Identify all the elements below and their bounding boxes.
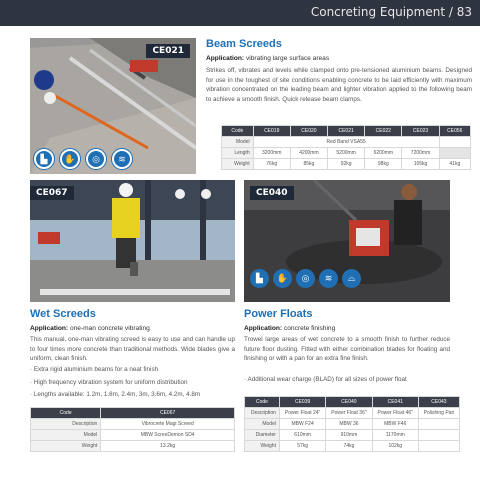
wet-screed-photo xyxy=(30,180,235,302)
table-cell: 6200mm xyxy=(365,148,402,159)
table-cell: MBW ScreeDemon SD4 xyxy=(101,430,235,441)
wet-application xyxy=(30,325,150,332)
table-row xyxy=(31,419,235,430)
table-row xyxy=(222,137,471,148)
table-header: CE021 xyxy=(328,126,365,137)
table-cell: 105kg xyxy=(402,159,439,170)
table-cell: Length xyxy=(222,148,254,159)
power-application-label: Application: xyxy=(244,325,283,332)
table-cell: Weight xyxy=(245,441,280,452)
table-row xyxy=(245,441,460,452)
list-item: · High frequency vibration system for uniform distribution xyxy=(30,379,240,386)
table-row xyxy=(245,408,460,419)
power-safety-icons xyxy=(250,269,361,288)
table-header: CE067 xyxy=(101,408,235,419)
wet-application-label: Application: xyxy=(30,325,69,332)
table-row xyxy=(245,430,460,441)
beam-screed-photo xyxy=(30,38,196,174)
table-cell xyxy=(439,137,470,148)
table-cell xyxy=(418,419,459,430)
table-cell: 98kg xyxy=(365,159,402,170)
table-row xyxy=(31,430,235,441)
power-tag: CE040 xyxy=(250,186,294,200)
power-application-text: concrete finishing xyxy=(283,325,336,332)
table-cell: 85kg xyxy=(290,159,327,170)
power-float-photo xyxy=(244,180,450,302)
wet-application-text: one-man concrete vibrating xyxy=(69,325,150,332)
table-cell: 13.2kg xyxy=(101,441,235,452)
dust-mask-icon: ⌓ xyxy=(342,269,361,288)
table-cell: 7200mm xyxy=(402,148,439,159)
beam-tag: CE021 xyxy=(146,44,190,58)
page-header-title: Concreting Equipment / 83 xyxy=(310,5,472,19)
power-application xyxy=(244,325,335,332)
table-header: CE056 xyxy=(439,126,470,137)
table-cell: Red Band VSA55 xyxy=(253,137,439,148)
table-cell: 4200mm xyxy=(290,148,327,159)
list-item: · Lengths available: 1.2m, 1.8m, 2.4m, 3m, 3.6m, 4.2m, 4.8m xyxy=(30,391,240,398)
hand-arm-vibration-icon: ≋ xyxy=(111,148,133,170)
table-header: CE041 xyxy=(372,397,418,408)
table-cell: Power Float 36" xyxy=(326,408,372,419)
boots-icon: ▙ xyxy=(250,269,269,288)
beam-safety-icons xyxy=(33,148,133,170)
power-bullets xyxy=(244,376,458,389)
table-cell: Model xyxy=(31,430,101,441)
power-spec-table xyxy=(244,396,460,452)
power-title: Power Floats xyxy=(244,308,313,320)
table-cell: 41kg xyxy=(439,159,470,170)
table-cell: Description xyxy=(31,419,101,430)
table-cell: Diameter xyxy=(245,430,280,441)
table-header: CE040 xyxy=(326,397,372,408)
table-header: Code xyxy=(245,397,280,408)
wet-tag: CE067 xyxy=(30,186,74,200)
table-cell: MBW 36 xyxy=(326,419,372,430)
table-cell: Vibrocrete Magi Screed xyxy=(101,419,235,430)
beam-title: Beam Screeds xyxy=(206,38,282,50)
table-row xyxy=(245,419,460,430)
table-cell: MBW F46 xyxy=(372,419,418,430)
table-cell: Description xyxy=(245,408,280,419)
ear-protection-icon: ◎ xyxy=(85,148,107,170)
table-header: Code xyxy=(222,126,254,137)
table-row xyxy=(222,126,471,137)
table-header: CE020 xyxy=(290,126,327,137)
table-header: CE019 xyxy=(253,126,290,137)
table-cell: MBW F24 xyxy=(279,419,325,430)
table-row xyxy=(222,148,471,159)
beam-application-label: Application: xyxy=(206,55,245,62)
wet-title: Wet Screeds xyxy=(30,308,96,320)
list-item: · Additional wear charge (BLAD) for all sizes of power float xyxy=(244,376,458,383)
table-cell: 102kg xyxy=(372,441,418,452)
hand-arm-vibration-icon: ≋ xyxy=(319,269,338,288)
table-cell: Power Float 46" xyxy=(372,408,418,419)
table-cell: 57kg xyxy=(279,441,325,452)
list-item: · Extra rigid aluminium beams for a neat finish xyxy=(30,366,240,373)
table-header: CE039 xyxy=(279,397,325,408)
table-row xyxy=(31,441,235,452)
table-cell: Power Float 24" xyxy=(279,408,325,419)
table-row xyxy=(31,408,235,419)
table-cell: Weight xyxy=(31,441,101,452)
table-cell: 5200mm xyxy=(328,148,365,159)
table-cell: 74kg xyxy=(326,441,372,452)
beam-spec-table xyxy=(221,125,471,170)
table-row xyxy=(222,159,471,170)
gloves-icon: ✋ xyxy=(273,269,292,288)
ear-protection-icon: ◎ xyxy=(296,269,315,288)
wet-bullets xyxy=(30,366,240,404)
table-cell xyxy=(418,441,459,452)
table-cell: Weight xyxy=(222,159,254,170)
table-cell xyxy=(439,148,470,159)
boots-icon: ▙ xyxy=(33,148,55,170)
beam-application xyxy=(206,55,329,62)
beam-description: Strikes off, vibrates and levels while clamped onto pre-tensioned aluminium beams. Designed for use in the toughest of site conditions enabling concrete to be laid efficiently with maximum vibration concentrated on the leading beam and lighter vibration applied to the following beam to achieve a smooth finish. Quick release beam clamps. xyxy=(206,67,472,103)
wet-spec-table xyxy=(30,407,235,452)
table-cell: Polishing Pan xyxy=(418,408,459,419)
table-cell: 92kg xyxy=(328,159,365,170)
power-description: Trowel large areas of wet concrete to a smooth finish to further reduce future floor dusting. Fitted with either combination blades for floating and finishing or with a pan for an extra fine finish. xyxy=(244,336,450,363)
gloves-icon: ✋ xyxy=(59,148,81,170)
table-cell: 76kg xyxy=(253,159,290,170)
table-cell: Model xyxy=(245,419,280,430)
table-cell: 910mm xyxy=(326,430,372,441)
table-cell xyxy=(418,430,459,441)
table-header: CE023 xyxy=(402,126,439,137)
table-cell: 3200mm xyxy=(253,148,290,159)
wet-description: This manual, one-man vibrating screed is easy to use and can handle up to four times more concrete than traditional methods. Wide blades give a uniform, clean finish. xyxy=(30,336,235,363)
table-cell: Model xyxy=(222,137,254,148)
beam-application-text: vibrating large surface areas xyxy=(245,55,330,62)
table-cell: 610mm xyxy=(279,430,325,441)
table-cell: 1170mm xyxy=(372,430,418,441)
table-header: Code xyxy=(31,408,101,419)
table-header: CE043 xyxy=(418,397,459,408)
table-row xyxy=(245,397,460,408)
table-header: CE022 xyxy=(365,126,402,137)
page-header xyxy=(0,0,480,26)
